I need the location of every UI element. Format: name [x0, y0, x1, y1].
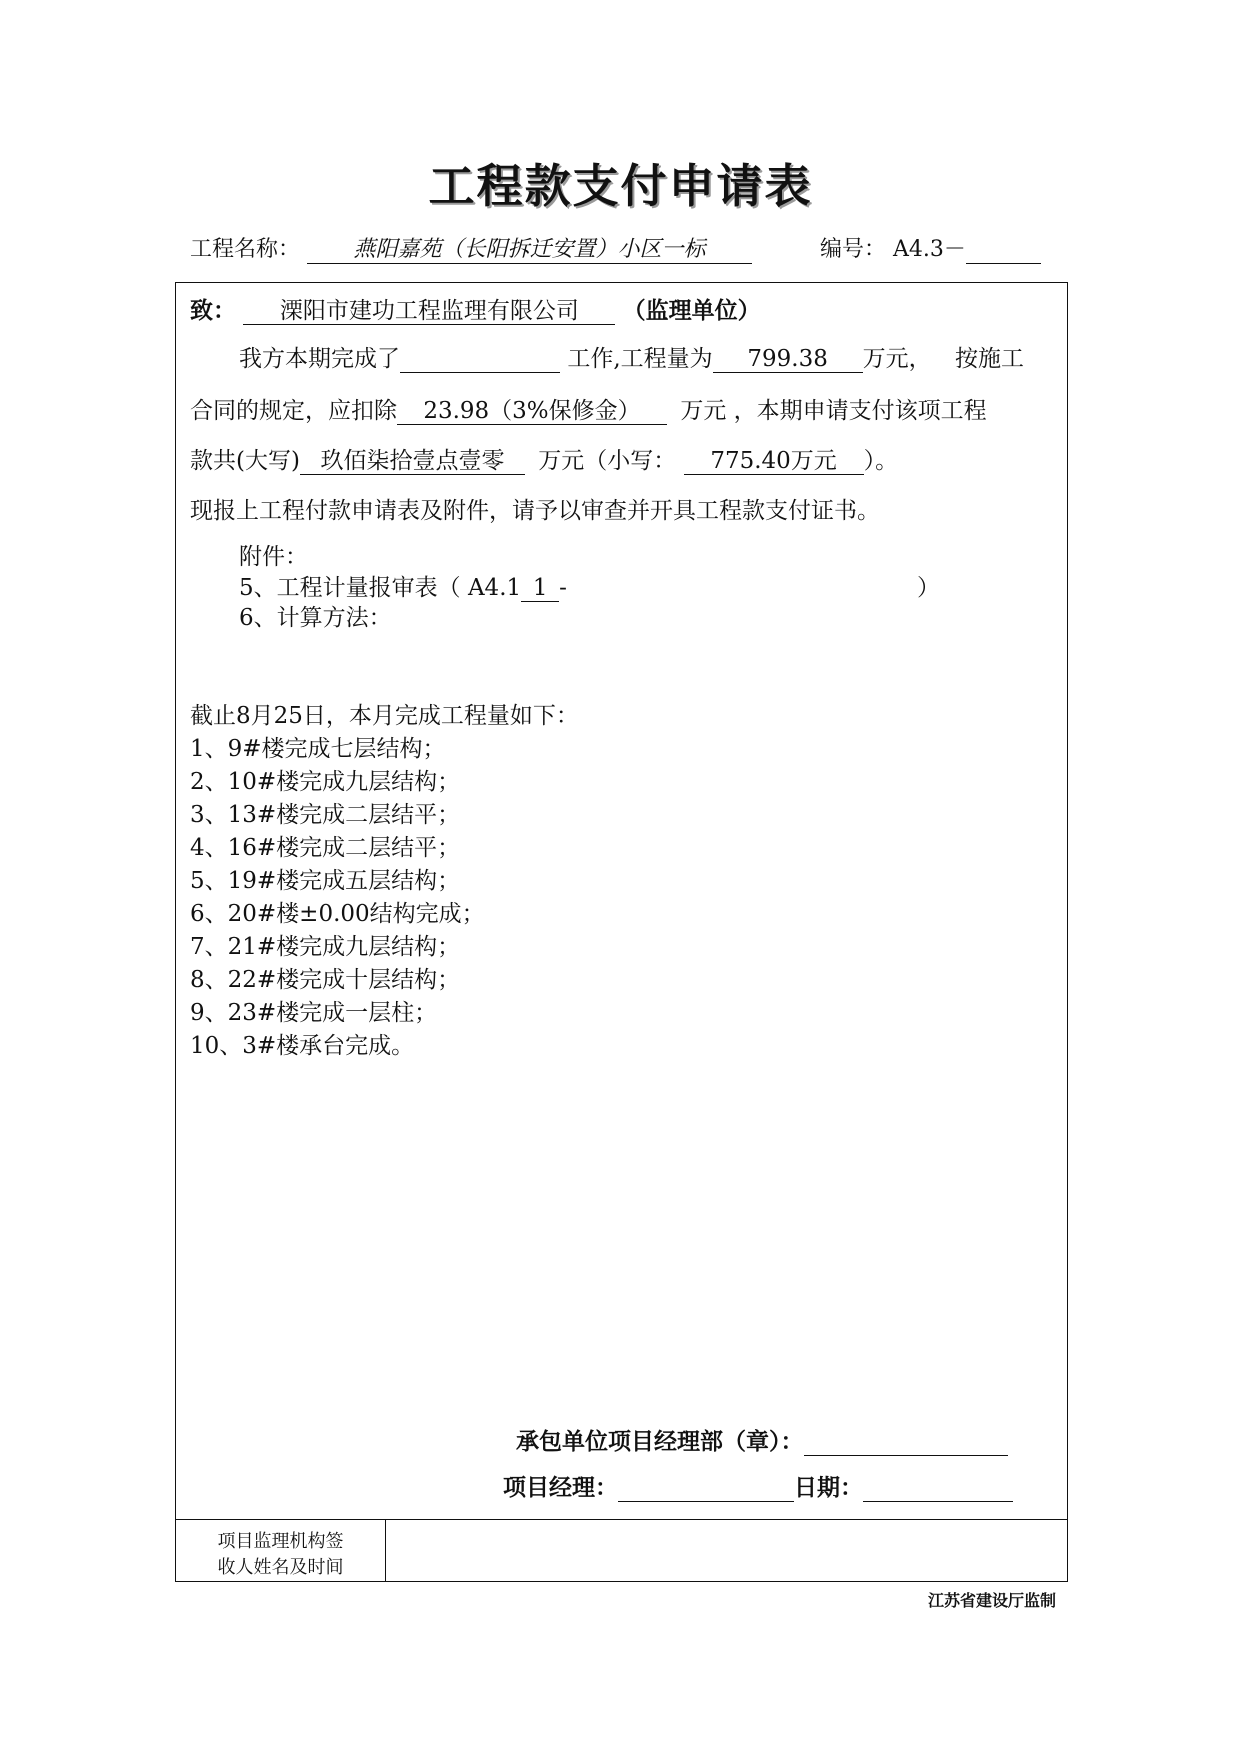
- application-form: [175, 282, 1068, 1582]
- project-name-label: 工程名称：: [190, 237, 301, 262]
- contractor-seal-label: 承包单位项目经理部（章）：: [516, 1429, 804, 1455]
- manager-date-row: [503, 1469, 1013, 1502]
- progress-item: 3、13#楼完成二层结平；: [190, 802, 461, 828]
- receipt-divider: [176, 1519, 1067, 1520]
- progress-item: 1、9#楼完成七层结构；: [190, 736, 446, 762]
- progress-intro: 截止8月25日，本月完成工程量如下：: [190, 703, 579, 729]
- body-line-4: 现报上工程付款申请表及附件，请予以审查并开具工程款支付证书。: [190, 498, 880, 524]
- work-amount: 799.38: [713, 346, 863, 373]
- attachment-text: -: [559, 575, 567, 601]
- body-line-1: [239, 344, 1024, 374]
- body-text: 万元（小写：: [538, 448, 677, 474]
- body-line-2: [190, 396, 987, 426]
- progress-item: 5、19#楼完成五层结构；: [190, 868, 461, 894]
- body-text: 万元，: [862, 346, 932, 372]
- receipt-label-line: 项目监理机构签: [217, 1531, 344, 1552]
- work-blank: [400, 346, 560, 373]
- progress-item: 2、10#楼完成九层结构；: [190, 769, 461, 795]
- body-text: ）。: [863, 448, 899, 474]
- date-label: 日期：: [794, 1475, 863, 1501]
- body-text: 我方本期完成了: [239, 346, 400, 372]
- addressee-label: 致：: [190, 298, 236, 324]
- attachment-text: 5、工程计量报审表（ A4.1: [239, 575, 522, 601]
- form-number-value: A4.3－: [893, 237, 966, 262]
- progress-item: 4、16#楼完成二层结平；: [190, 835, 461, 861]
- contractor-seal-blank: [804, 1429, 1008, 1456]
- manager-label: 项目经理：: [503, 1475, 618, 1501]
- attachment-5-number: 1: [521, 575, 559, 602]
- supervision-company: 溧阳市建功工程监理有限公司: [243, 298, 615, 325]
- amount-in-figures: 775.40万元: [684, 448, 864, 475]
- form-number-label: 编号：: [820, 237, 887, 262]
- receipt-label: [176, 1529, 385, 1581]
- issuer-footer: 江苏省建设厅监制: [927, 1591, 1056, 1610]
- deduction-amount: 23.98（3%保修金）: [397, 398, 667, 425]
- progress-item: 6、20#楼±0.00结构完成；: [190, 901, 485, 927]
- manager-signature-blank: [618, 1475, 794, 1502]
- form-number-row: [820, 232, 1041, 264]
- receipt-label-line: 收人姓名及时间: [217, 1557, 344, 1578]
- body-text: 万元: [680, 398, 727, 424]
- body-line-3: [190, 446, 898, 476]
- form-number-blank: [966, 237, 1041, 264]
- project-name-value: 燕阳嘉苑（长阳拆迁安置）小区一标: [307, 237, 752, 264]
- project-name-row: [190, 232, 752, 264]
- contractor-seal-row: [516, 1423, 1008, 1456]
- attachment-5-close: ）: [917, 575, 940, 601]
- progress-item: 9、23#楼完成一层柱；: [190, 1000, 438, 1026]
- progress-item: 10、3#楼承台完成。: [190, 1033, 415, 1059]
- addressee-row: [190, 296, 761, 326]
- body-text: 工作,工程量为: [567, 346, 713, 372]
- amount-in-words: 玖佰柒拾壹点壹零: [300, 448, 525, 475]
- date-blank: [863, 1475, 1013, 1502]
- body-text: 按施工: [954, 346, 1024, 372]
- progress-item: 8、22#楼完成十层结构；: [190, 967, 461, 993]
- attachment-6: 6、计算方法：: [239, 605, 392, 631]
- body-text: 合同的规定，应扣除: [190, 398, 397, 424]
- body-text: ，本期申请支付该项工程: [733, 398, 987, 424]
- body-text: 款共(大写): [190, 448, 300, 474]
- receipt-column-divider: [385, 1519, 386, 1581]
- supervision-unit-label: （监理单位）: [622, 298, 761, 324]
- attachment-5: [239, 573, 567, 603]
- attachments-label: 附件：: [239, 544, 308, 570]
- progress-item: 7、21#楼完成九层结构；: [190, 934, 461, 960]
- form-title: 工程款支付申请表: [428, 159, 813, 213]
